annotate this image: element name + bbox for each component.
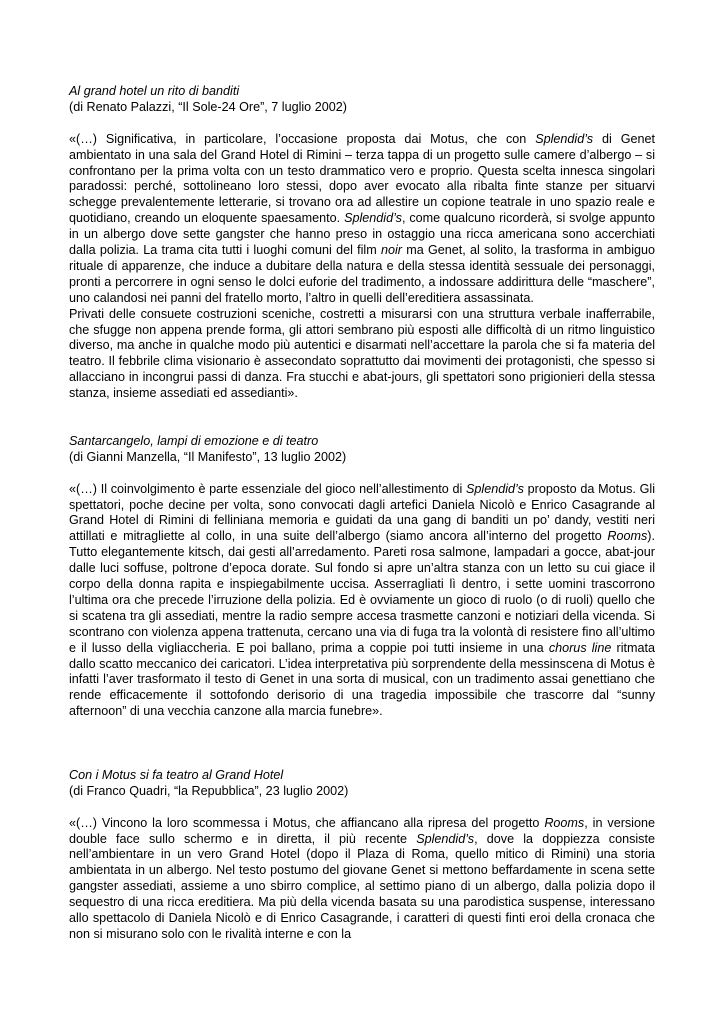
article-paragraph: «(…) Il coinvolgimento è parte essenziale del gioco nell’allestimento di Splendid’s proposto da Motus. Gli spettatori, poche decine per volta, sono convocati dagli artefici Daniela Nicolò e Enrico Casagrande al Grand Hotel di Rimini di felliniana memoria e guidati da una gang di banditi un po’ dandy, vestiti neri attillati e mitragliette al collo, in una suite dell’albergo (siamo ancora all’interno del progetto Rooms). Tutto elegantemente kitsch, dai gesti all’arredamento. Pareti rosa salmone, lampadari a gocce, abat-jour dalle luci soffuse, poltrone d’epoca dorate. Sul fondo si apre un’altra stanza con un letto su cui giace il corpo della donna rapita e inspiegabilmente uccisa. Asserragliati lì dentro, i sette uomini trascorrono l’ultima ora che precede l’irruzione della polizia. Ed è ovviamente un gioco di ruolo (o di ruoli) quello che si scatena tra gli assediati, mentre la radio sempre accesa trasmette canzoni e notiziari della vicenda. Si scontrano con violenza appena trattenuta, cercano una via di fuga tra la volontà di resistere fino all’ultimo e il lusso della vigliaccheria. E poi ballano, prima a coppie poi tutti insieme in una chorus line ritmata dallo scatto meccanico dei caricatori. L’idea interpretativa più sorprendente della messinscena di Motus è infatti l’aver trasformato il testo di Genet in una sorta di musical, con un tradimento assai genettiano che rende efficacemente il sottofondo derisorio di una tragedia impossibile che trascorre dal “sunny afternoon” di una vecchia canzone alla marcia funebre». — [69, 481, 656, 719]
article-paragraph: «(…) Vincono la loro scommessa i Motus, che affiancano alla ripresa del progetto Rooms, in versione double face sullo schermo e in diretta, il più recente Splendid’s, dove la doppiezza consiste nell’ambientare in un vero Grand Hotel (dopo il Plaza di Roma, quello mitico di Rimini) una storia ambientata in un albergo. Nel testo postumo del giovane Genet si mettono beffardamente in scena sette gangster assediati, assieme a uno sbirro complice, al settimo piano di un albergo, dalla polizia dopo il sequestro di una ricca ereditiera. Ma più della vicenda basata su una parodistica suspense, interessano allo spettacolo di Daniela Nicolò e di Enrico Casagrande, i caratteri di questi finti eroi della cronaca che non si misurano solo con le rivalità interne e con la — [69, 815, 655, 941]
article-headline: Al grand hotel un rito di banditi — [69, 84, 240, 98]
italic-text: Rooms — [607, 529, 648, 544]
italic-text: chorus line — [548, 640, 612, 655]
italic-text: Splendid’s — [344, 211, 402, 226]
italic-text: Splendid’s — [416, 831, 475, 846]
italic-text: Splendid’s — [535, 131, 594, 146]
article-headline: Santarcangelo, lampi di emozione e di teatro — [69, 433, 319, 448]
article-paragraph: «(…) Significativa, in particolare, l’occasione proposta dai Motus, che con Splendid’s di Genet ambientato in una sala del Grand Hotel di Rimini – terza tappa di un progetto sulle camere d’albergo – si confrontano per la prima volta con un testo drammatico vero e proprio. Questa scelta innesca singolari paradossi: perché, sottolineano loro stessi, dopo aver evocato alla ribalta finte stanze per situarvi schegge prevalentemente letterarie, si trovano ora ad allestire un copione teatrale in uno spazio reale e quotidiano, creando un eloquente spaesamento. Splendid’s, come qualcuno ricorderà, si svolge appunto in un albergo dove sette gangster che hanno preso in ostaggio una ricca americana sono accerchiati dalla polizia. La trama cita tutti i luoghi comuni del film noir ma Genet, al solito, la trasforma in ambiguo rituale di apparenze, che induce a dubitare della natura e della stessa identità sessuale dei personaggi, pronti a percorrere in ogni senso le dolci euforie del tradimento, a indossare addirittura delle “maschere”, uno calandosi nei panni del fratello morto, l’altro in quelli dell’ereditiera assassinata. — [69, 131, 656, 305]
article-paragraph: Privati delle consuete costruzioni sceniche, costretti a misurarsi con una struttura verbale inafferrabile, che sfugge non appena prende forma, gli attori sembrano più esposti alle difficoltà di un ritmo linguistico diverso, ma anche in qualche modo più autentici e disarmati nell’accettare la parola che si fa materia del teatro. Il febbrile clima visionario è assecondato soprattutto dai movimenti dei protagonisti, che spesso si allacciano in incongrui passi di danza. Fra stucchi e abat-jours, gli spettatori sono prigionieri della stessa stanza, insieme assediati ed assedianti». — [69, 306, 655, 401]
article-3 — [69, 768, 655, 943]
italic-text: Splendid’s — [466, 481, 524, 496]
article-byline: (di Renato Palazzi, “Il Sole-24 Ore”, 7 luglio 2002) — [69, 99, 347, 114]
italic-text: Rooms — [544, 815, 585, 830]
article-2 — [69, 434, 655, 720]
article-byline: (di Franco Quadri, “la Repubblica”, 23 luglio 2002) — [69, 783, 349, 798]
article-byline: (di Gianni Manzella, “Il Manifesto”, 13 luglio 2002) — [69, 449, 347, 464]
article-headline: Con i Motus si fa teatro al Grand Hotel — [69, 767, 284, 782]
article-1 — [69, 84, 655, 402]
italic-text: noir — [380, 243, 402, 258]
